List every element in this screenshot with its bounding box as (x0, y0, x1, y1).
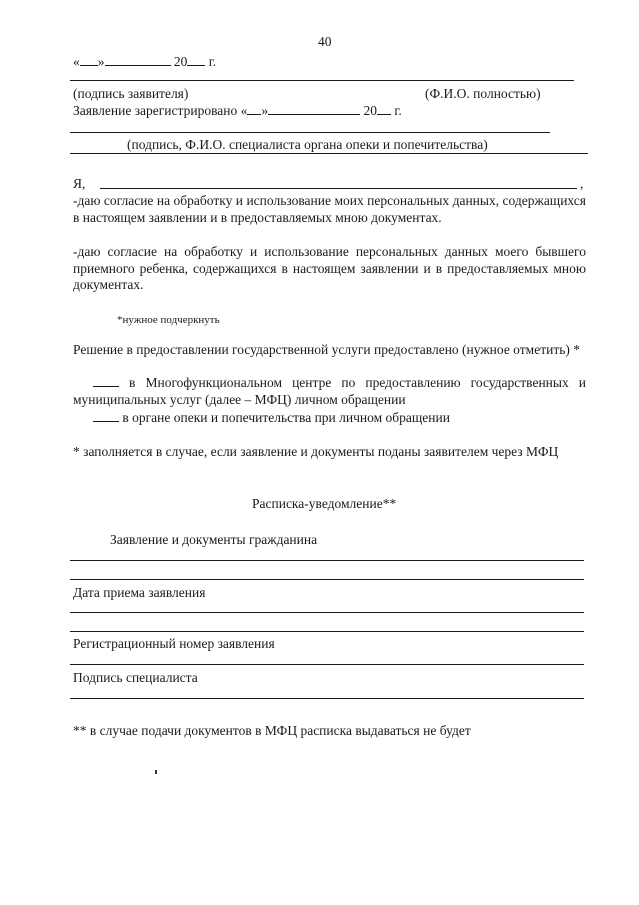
specialist-signature-label: Подпись специалиста (73, 670, 198, 685)
reg-day-blank[interactable] (247, 103, 261, 115)
section-divider (70, 153, 588, 154)
underline-note: *нужное подчеркнуть (117, 314, 220, 326)
decision-option-1 (73, 375, 586, 408)
month-blank[interactable] (105, 54, 171, 66)
signature-label: (подпись заявителя) (73, 86, 189, 101)
documents-label: Заявление и документы гражданина (110, 532, 318, 547)
specialist-signature-field-line[interactable] (70, 698, 584, 699)
registered-text: Заявление зарегистрировано « (73, 103, 248, 118)
page-number: 40 (318, 34, 332, 49)
date-line-1[interactable] (70, 612, 584, 613)
date-label: Дата приема заявления (73, 585, 206, 600)
decision-option-2 (93, 410, 450, 426)
consent-paragraph-2: -даю согласие на обработку и использование персональных данных моего бывшего приемного ребенка, содержащихся в настоящем заявлении и в предоставляемых мною документах. (73, 244, 586, 292)
mfc-note: * заполняется в случае, если заявление и документы поданы заявителем через МФЦ (73, 444, 559, 459)
year-blank[interactable] (187, 54, 205, 66)
date-open-quote: « (73, 54, 80, 69)
reg-number-label: Регистрационный номер заявления (73, 636, 275, 651)
decision-text: Решение в предоставлении государственной услуги предоставлено (нужное отметить) * (73, 342, 580, 357)
option-2-text: в органе опеки и попечительства при личном обращении (122, 410, 450, 425)
registered-line (73, 103, 402, 119)
option-2-checkbox-line[interactable] (93, 410, 119, 422)
date-line-2[interactable] (70, 631, 584, 632)
documents-line-2[interactable] (70, 579, 584, 580)
scan-speck (155, 770, 157, 774)
documents-line-1[interactable] (70, 560, 584, 561)
footer-note: ** в случае подачи документов в МФЦ расписка выдаваться не будет (73, 723, 471, 738)
consent-name-line[interactable] (100, 188, 577, 189)
option-1-text: в Многофункциональном центре по предоставлению государственных и муниципальных услуг (далее – МФЦ) личном обращении (73, 375, 586, 407)
date-close-quote: » (97, 54, 105, 69)
reg-number-line[interactable] (70, 664, 584, 665)
reg-year-blank[interactable] (377, 103, 391, 115)
consent-comma: , (580, 176, 584, 191)
consent-paragraph-1: -даю согласие на обработку и использование моих персональных данных, содержащихся в настоящем заявлении и в предоставляемых мною документах. (73, 193, 586, 225)
option-1-checkbox-line[interactable] (93, 375, 119, 387)
registered-close-quote: » (261, 103, 269, 118)
date-year: 20 (173, 54, 188, 69)
specialist-signature-line[interactable] (70, 132, 550, 133)
reg-month-blank[interactable] (268, 103, 360, 115)
date-suffix: г. (208, 54, 217, 69)
receipt-title: Расписка-уведомление** (252, 496, 397, 511)
specialist-label: (подпись, Ф.И.О. специалиста органа опеки и попечительства) (127, 137, 488, 152)
registered-suffix: г. (394, 103, 402, 118)
fio-label: (Ф.И.О. полностью) (425, 86, 541, 101)
registered-year: 20 (363, 103, 377, 118)
consent-ya: Я, (73, 176, 86, 191)
day-blank[interactable] (80, 54, 98, 66)
signature-line[interactable] (70, 80, 574, 81)
header-date (73, 54, 216, 70)
